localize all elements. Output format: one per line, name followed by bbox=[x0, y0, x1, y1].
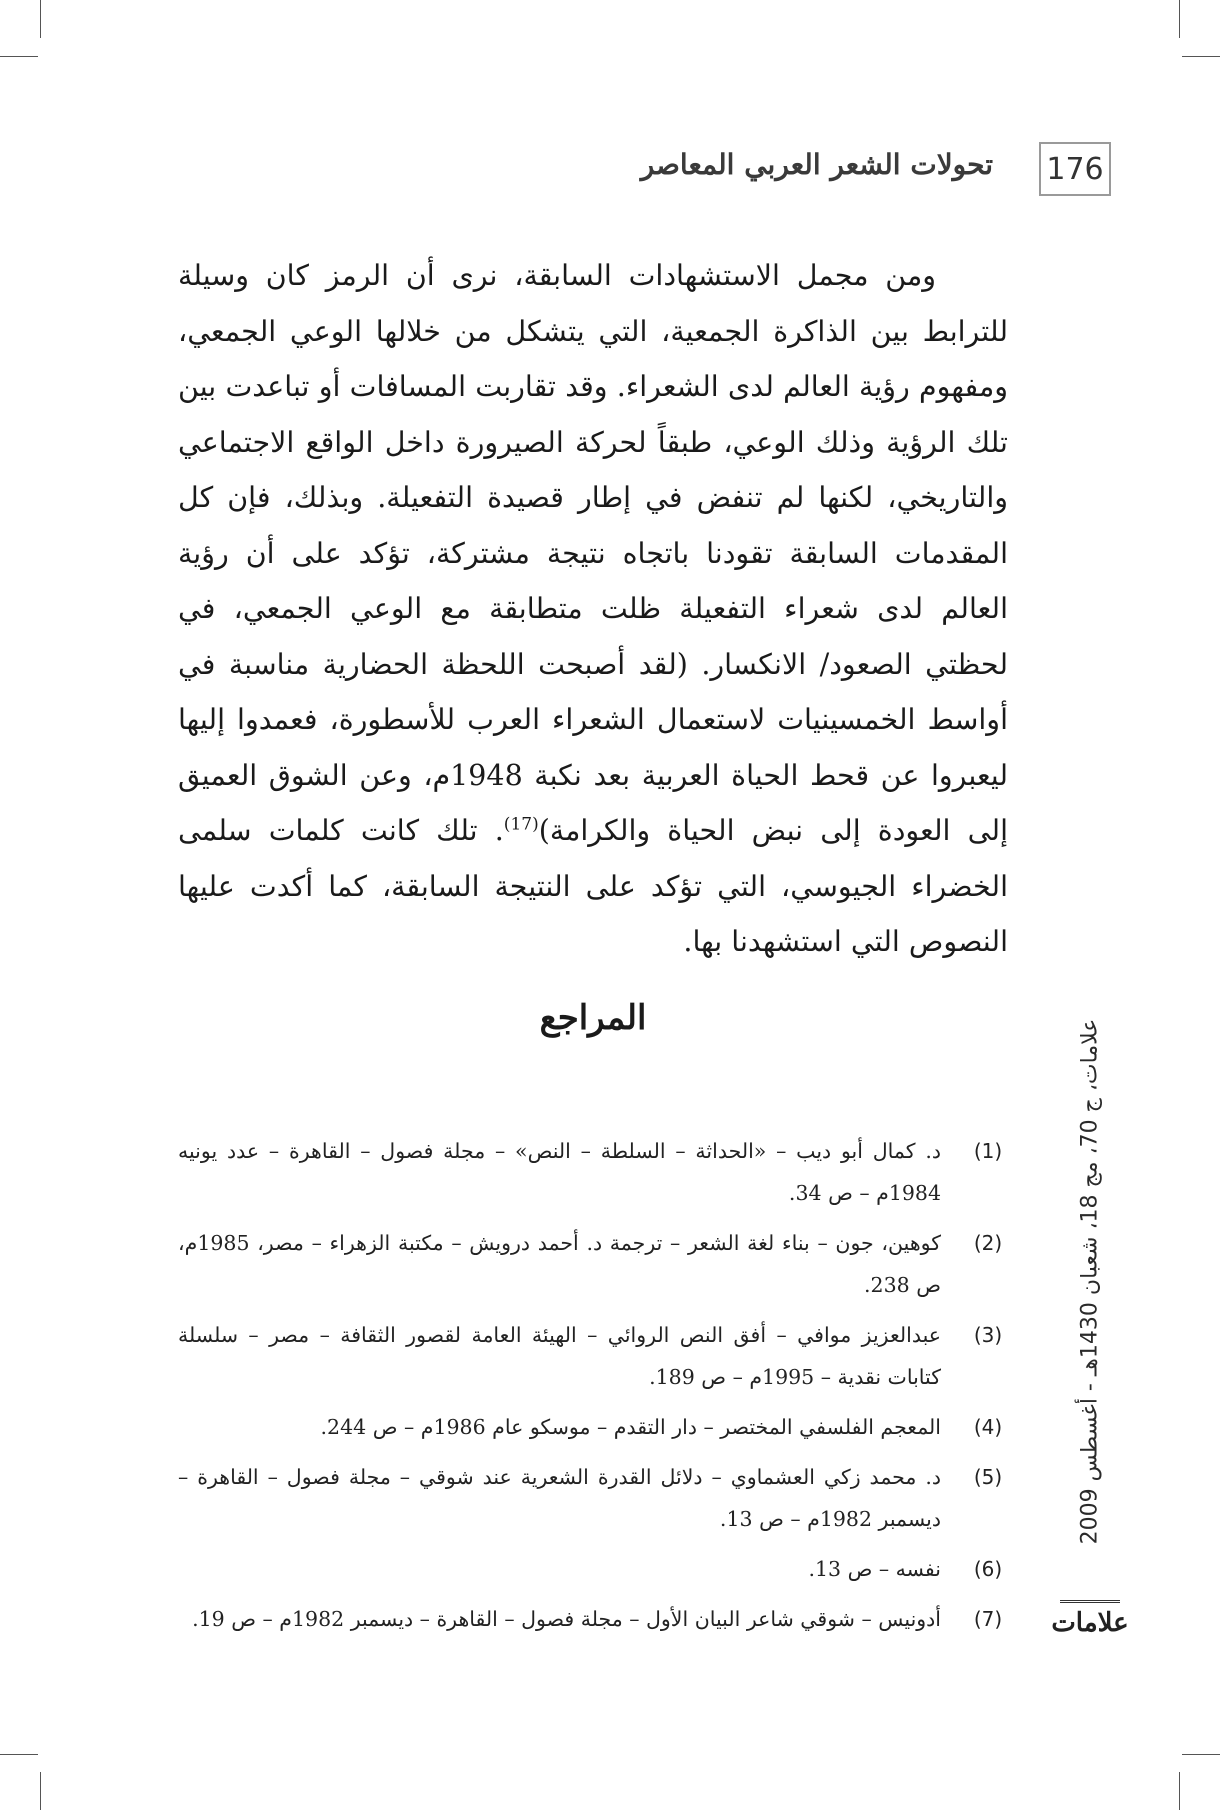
crop-mark bbox=[1182, 56, 1220, 57]
crop-mark bbox=[1182, 1754, 1220, 1755]
body-text bbox=[178, 248, 1008, 970]
reference-number: (2) bbox=[973, 1231, 1003, 1255]
reference-number: (1) bbox=[973, 1139, 1003, 1163]
references-list bbox=[178, 1130, 1011, 1648]
reference-number: (5) bbox=[973, 1465, 1003, 1489]
running-title: تحولات الشعر العربي المعاصر bbox=[640, 148, 993, 181]
crop-mark bbox=[1179, 0, 1180, 38]
reference-number: (3) bbox=[973, 1323, 1003, 1347]
page-number: 176 bbox=[1039, 142, 1111, 196]
reference-item bbox=[178, 1456, 1011, 1540]
reference-item bbox=[178, 1130, 1011, 1214]
paragraph-text: ومن مجمل الاستشهادات السابقة، نرى أن الرمز كان وسيلة للترابط بين الذاكرة الجمعية، التي يتشكل من خلالها الوعي الجمعي، ومفهوم رؤية العالم لدى الشعراء. وقد تقاربت المسافات أو تباعدت بين تلك الرؤية وذلك الوعي، طبقاً لحركة الصيرورة داخل الواقع الاجتماعي والتاريخي، لكنها لم تنفض في إطار قصيدة التفعيلة. وبذلك، فإن كل المقدمات السابقة تقودنا باتجاه نتيجة مشتركة، تؤكد على أن رؤية العالم لدى شعراء التفعيلة ظلت متطابقة مع الوعي الجمعي، في لحظتي الصعود/ الانكسار. (لقد أصبحت اللحظة الحضارية مناسبة في أواسط الخمسينيات لاستعمال الشعراء العرب للأسطورة، فعمدوا إليها ليعبروا عن قحط الحياة العربية بعد نكبة 1948م، وعن الشوق العميق إلى العودة إلى نبض الحياة والكرامة) bbox=[178, 259, 1008, 847]
journal-issue-info: علامات، ج 70، مج 18، شعبان 1430هـ - أغسطس 2009 bbox=[1077, 1018, 1103, 1544]
crop-mark bbox=[1179, 1772, 1180, 1810]
crop-mark bbox=[0, 56, 38, 57]
crop-mark bbox=[40, 0, 41, 38]
journal-side-note bbox=[1073, 976, 1107, 1586]
reference-number: (7) bbox=[973, 1607, 1003, 1631]
crop-mark bbox=[0, 1754, 38, 1755]
reference-text: عبدالعزيز موافي – أفق النص الروائي – الهيئة العامة لقصور الثقافة – مصر – سلسلة كتابات نقدية – 1995م – ص 189. bbox=[178, 1323, 941, 1389]
references-heading: المراجع bbox=[539, 998, 647, 1038]
crop-mark bbox=[40, 1772, 41, 1810]
reference-text: د. محمد زكي العشماوي – دلائل القدرة الشعرية عند شوقي – مجلة فصول – القاهرة – ديسمبر 1982م – ص 13. bbox=[178, 1465, 941, 1531]
reference-text: نفسه – ص 13. bbox=[808, 1557, 941, 1581]
reference-item bbox=[178, 1598, 1011, 1640]
reference-item bbox=[178, 1406, 1011, 1448]
body-paragraph bbox=[178, 248, 1008, 970]
reference-text: المعجم الفلسفي المختصر – دار التقدم – موسكو عام 1986م – ص 244. bbox=[320, 1415, 941, 1439]
reference-text: كوهين، جون – بناء لغة الشعر – ترجمة د. أحمد درويش – مكتبة الزهراء – مصر، 1985م، ص 238. bbox=[178, 1231, 941, 1297]
running-header bbox=[178, 142, 1111, 198]
reference-text: أدونيس – شوقي شاعر البيان الأول – مجلة فصول – القاهرة – ديسمبر 1982م – ص 19. bbox=[192, 1607, 941, 1631]
paragraph-text: . تلك كانت كلمات سلمى الخضراء الجيوسي، التي تؤكد على النتيجة السابقة، كما أكدت عليها النصوص التي استشهدنا بها. bbox=[178, 814, 1008, 958]
reference-number: (6) bbox=[973, 1557, 1003, 1581]
footnote-reference[interactable]: (17) bbox=[503, 814, 539, 835]
reference-item bbox=[178, 1548, 1011, 1590]
reference-item bbox=[178, 1314, 1011, 1398]
reference-item bbox=[178, 1222, 1011, 1306]
reference-number: (4) bbox=[973, 1415, 1003, 1439]
reference-text: د. كمال أبو ديب – «الحداثة – السلطة – النص» – مجلة فصول – القاهرة – عدد يونيه 1984م – ص 34. bbox=[178, 1139, 941, 1205]
journal-logo: علامات bbox=[1060, 1600, 1120, 1643]
